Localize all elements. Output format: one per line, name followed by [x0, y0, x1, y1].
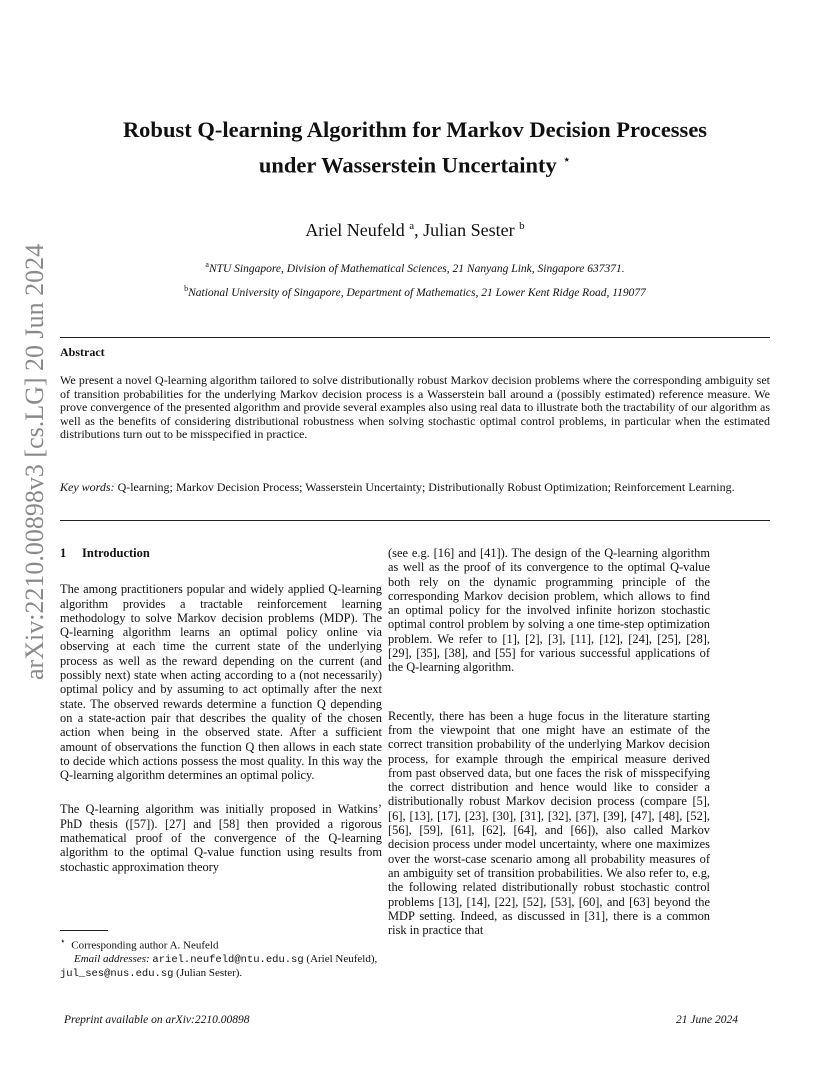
- footnote-corresponding: Corresponding author A. Neufeld: [71, 939, 219, 952]
- footer-date: 21 June 2024: [676, 1014, 738, 1026]
- title-line-2-text: under Wasserstein Uncertainty: [258, 152, 557, 178]
- intro-paragraph-1: The among practitioners popular and widely applied Q-learning algorithm provides a tractable reinforcement learning methodology to solve Markov decision problems (MDP). The Q-learning algorithm learns an optimal policy online via observing at each time the current state of the underlying process as well as the reward depending on the current (and possibly next) state when acting according to a (not necessarily) optimal policy and by assuming to act optimally after the next state. The observed rewards determine a function Q depending on a state-action pair that describes the quality of the chosen action when being in the observed state. After a sufficient amount of observations the function Q then allows in each state to decide which actions possess the most quality. In this way the Q-learning algorithm determines an optimal policy.: [60, 582, 382, 783]
- section-title: Introduction: [82, 546, 150, 560]
- affiliation: [60, 260, 770, 275]
- affiliation-mark: a: [409, 220, 415, 232]
- footnote-line-1: [60, 935, 382, 953]
- footnote-rule: [60, 930, 108, 931]
- abstract-top-rule: [60, 337, 770, 338]
- footnote-emails: [60, 953, 382, 982]
- email-label: Email addresses:: [74, 953, 150, 966]
- footnote-star: ⋆: [60, 936, 66, 946]
- author-separator: ,: [414, 220, 424, 240]
- arxiv-identifier: arXiv:2210.00898v3 [cs.LG] 20 Jun 2024: [20, 243, 49, 680]
- affiliation-mark: a: [205, 260, 209, 269]
- affiliation: [60, 284, 770, 299]
- title-line-2: [60, 145, 770, 181]
- author-name: Julian Sester: [423, 220, 515, 240]
- arxiv-side-label: [14, 243, 54, 680]
- section-heading: [60, 546, 382, 560]
- left-column: [60, 546, 382, 874]
- paper-title: [60, 114, 770, 181]
- email-address[interactable]: jul_ses@nus.edu.sg: [60, 968, 174, 981]
- affiliation-mark: b: [184, 284, 189, 293]
- abstract-text: We present a novel Q-learning algorithm tailored to solve distributionally robust Markov decision problems where the corresponding ambiguity set of transition probabilities for the underlying Markov decision process is a Wasserstein ball around a (possibly estimated) reference measure. We prove convergence of the presented algorithm and provide several examples also using real data to illustrate both the tractability of our algorithm as well as the benefits of considering distributional robustness when solving stochastic optimal control problems, in particular when the estimated distributions turn out to be misspecified in practice.: [60, 373, 770, 442]
- keywords-text: Q-learning; Markov Decision Process; Wasserstein Uncertainty; Distributionally Robust Optimization; Reinforcement Learning.: [117, 480, 735, 494]
- footer-preprint: Preprint available on arXiv:2210.00898: [64, 1014, 250, 1026]
- keywords-label: Key words:: [60, 480, 115, 494]
- email-owner: (Ariel Neufeld),: [306, 953, 378, 966]
- title-line-1: Robust Q-learning Algorithm for Markov Decision Processes: [122, 117, 708, 142]
- keywords: [60, 481, 770, 495]
- intro-paragraph-4: Recently, there has been a huge focus in the literature starting from the viewpoint that one might have an estimate of the correct transition probability of the underlying Markov decision process, for example through the empirical measure derived from past observed data, but one faces the risk of misspecifying the correct distribution and hence would like to consider a distributionally robust Markov decision process (compare [5], [6], [13], [17], [23], [30], [31], [32], [37], [39], [47], [48], [52], [56], [59], [61], [62], [64], and [66]), also called Markov decision process under model uncertainty, where one maximizes over the worst-case scenario among all probability measures of an ambiguity set of transition probabilities. We also refer to, e.g, the following related distributionally robust stochastic control problems [13], [14], [22], [52], [53], [60], and [63] beyond the MDP setting. Indeed, as discussed in [31], there is a common risk in practice that: [388, 708, 710, 938]
- intro-paragraph-3: (see e.g. [16] and [41]). The design of the Q-learning algorithm as well as the proof of its convergence to the optimal Q-value both rely on the dynamic programming principle of the corresponding Markov decision problem, which allows to find an optimal policy for the involved infinite horizon stochastic optimal control problem by solving a one time-step optimization problem. We refer to [1], [2], [3], [11], [12], [24], [25], [28], [29], [35], [38], and [55] for various successful applications of the Q-learning algorithm.: [388, 546, 710, 675]
- affiliation-text: NTU Singapore, Division of Mathematical Sciences, 21 Nanyang Link, Singapore 637371.: [208, 262, 625, 275]
- title-footnote-star: ⋆: [562, 153, 572, 168]
- affiliation-mark: b: [519, 220, 525, 232]
- intro-paragraph-2: The Q-learning algorithm was initially proposed in Watkins’ PhD thesis ([57]). [27] and [58] then provided a rigorous mathematical proof of the convergence of the Q-learning algorithm to the optimal Q-value function using results from stochastic approximation theory: [60, 802, 382, 874]
- section-number: 1: [60, 546, 67, 560]
- affiliation-text: National University of Singapore, Department of Mathematics, 21 Lower Kent Ridge Road, 119077: [188, 286, 646, 299]
- right-column: [388, 546, 710, 937]
- footnote: [60, 930, 382, 982]
- abstract-bottom-rule: [60, 520, 770, 521]
- email-owner: (Julian Sester).: [176, 967, 243, 980]
- email-address[interactable]: ariel.neufeld@ntu.edu.sg: [152, 954, 304, 967]
- author-name: Ariel Neufeld: [305, 220, 405, 240]
- author-list: [60, 220, 770, 241]
- abstract-heading: Abstract: [60, 345, 105, 359]
